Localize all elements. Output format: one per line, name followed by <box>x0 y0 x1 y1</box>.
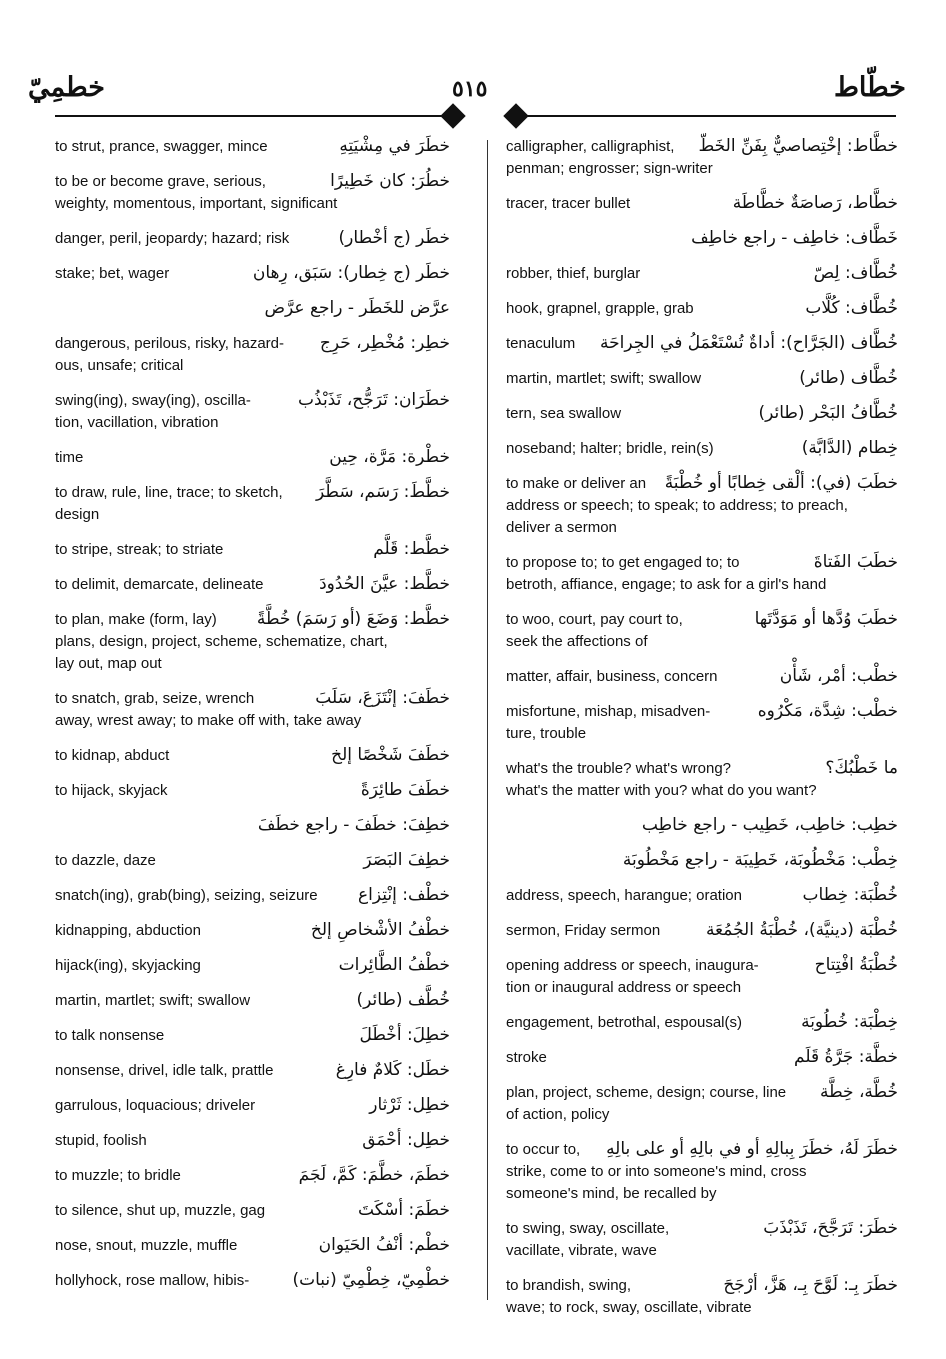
arabic-headword: خطِر: مُخْطِر، حَرِج <box>319 333 450 353</box>
arabic-headword: خطَرَ في مِشْيَتِهِ <box>339 136 450 156</box>
header-rule-right <box>516 115 896 117</box>
arabic-headword: خُطَّاف (طائر) <box>799 368 898 388</box>
arabic-headword: خطِلَ: أخْطَلَ <box>359 1025 450 1045</box>
dictionary-entry <box>55 1130 450 1152</box>
english-definition: martin, martlet; swift; swallow <box>506 370 702 387</box>
dictionary-entry <box>55 990 450 1012</box>
arabic-headword: خطَمَ: أسْكَتَ <box>358 1200 450 1220</box>
english-definition: to brandish, swing, wave; to rock, sway, oscillate, vibrate <box>506 1277 752 1316</box>
english-definition: to silence, shut up, muzzle, gag <box>55 1202 266 1219</box>
english-definition: time <box>55 449 84 466</box>
english-definition: calligrapher, calligraphist, penman; engrosser; sign-writer <box>506 138 713 177</box>
english-definition: tenaculum <box>506 335 576 352</box>
dictionary-entry <box>55 955 450 977</box>
arabic-headword: خطَرَان: تَرَجُّح، تَذَبْذُب <box>298 390 450 410</box>
dictionary-entry <box>506 193 898 215</box>
dictionary-entry <box>506 758 898 802</box>
arabic-headword: خُطَّاف: كُلَّاب <box>805 298 898 318</box>
english-definition: what's the trouble? what's wrong? what's the matter with you? what do you want? <box>506 760 817 799</box>
arabic-headword: خطَرَ: تَرَجَّحَ، تَذَبْذَبَ <box>763 1218 898 1238</box>
english-definition: hijack(ing), skyjacking <box>55 957 201 974</box>
english-definition: to propose to; to get engaged to; to betroth, affiance, engage; to ask for a girl's hand <box>506 554 827 593</box>
english-definition: nose, snout, muzzle, muffle <box>55 1237 238 1254</box>
dictionary-entry <box>55 1270 450 1292</box>
arabic-headword: خطَّاط: إخْتِصاصيٌّ بِفَنِّ الخَطّ <box>698 136 898 156</box>
dictionary-entry <box>506 1275 898 1319</box>
english-definition: danger, peril, jeopardy; hazard; risk <box>55 230 290 247</box>
english-definition: kidnapping, abduction <box>55 922 201 939</box>
dictionary-entry <box>55 228 450 250</box>
dictionary-entry <box>55 136 450 158</box>
dictionary-entry <box>55 333 450 377</box>
arabic-headword: خطَرَ بِـ: لَوَّحَ بِـ، هَزَّ، أرْجَحَ <box>723 1275 898 1295</box>
arabic-headword: خِطْب: مَخْطُوبَة، خَطِيبَة - راجع مَخْطُوبَة <box>622 850 898 870</box>
english-definition: martin, martlet; swift; swallow <box>55 992 251 1009</box>
dictionary-entry <box>55 447 450 469</box>
english-definition: to talk nonsense <box>55 1027 165 1044</box>
arabic-headword: خطِل: ثَرْثار <box>369 1095 450 1115</box>
dictionary-entry <box>55 263 450 285</box>
arabic-headword: خطَبَ (في): ألْقى خِطابًا أو خُطْبَةً <box>664 473 898 493</box>
dictionary-entry <box>506 885 898 907</box>
ornament-diamond-right <box>503 103 528 128</box>
dictionary-entry <box>506 666 898 688</box>
dictionary-entry <box>55 1200 450 1222</box>
english-definition: engagement, betrothal, espousal(s) <box>506 1014 742 1031</box>
english-definition: misfortune, mishap, misadven- ture, trouble <box>506 703 711 742</box>
dictionary-entry <box>506 1218 898 1262</box>
dictionary-entry <box>55 390 450 434</box>
arabic-headword: خطَّط: عيَّنَ الحُدُودَ <box>319 574 450 594</box>
arabic-headword: خُطْبَة: خِطاب <box>802 885 898 905</box>
dictionary-entry <box>506 1082 898 1126</box>
dictionary-entry <box>55 850 450 872</box>
dictionary-entry <box>506 955 898 999</box>
english-definition: tern, sea swallow <box>506 405 622 422</box>
english-definition: robber, thief, burglar <box>506 265 641 282</box>
right-column <box>506 136 898 1319</box>
dictionary-entry <box>55 1025 450 1047</box>
english-definition: to hijack, skyjack <box>55 782 168 799</box>
dictionary-entry <box>506 850 898 872</box>
header-rule-left <box>55 115 450 117</box>
arabic-headword: خطَفَ: إنْتَزَعَ، سَلَبَ <box>315 688 450 708</box>
dictionary-entry <box>506 1139 898 1205</box>
arabic-headword: خطْمِيّ، خِطْمِيّ (نبات) <box>292 1270 450 1290</box>
english-definition: to draw, rule, line, trace; to sketch, design <box>55 484 283 523</box>
arabic-headword: خُطَّة، خِطَّة <box>819 1082 898 1102</box>
english-definition: stake; bet, wager <box>55 265 170 282</box>
dictionary-entry <box>55 482 450 526</box>
arabic-headword: خطَّة: جَرَّةُ قَلَم <box>794 1047 898 1067</box>
english-definition: to woo, court, pay court to, seek the affections of <box>506 611 683 650</box>
arabic-headword: خُطَّف (طائر) <box>356 990 450 1010</box>
dictionary-entry <box>55 171 450 215</box>
dictionary-entry <box>506 298 898 320</box>
english-definition: to snatch, grab, seize, wrench away, wrest away; to make off with, take away <box>55 690 362 729</box>
english-definition: to plan, make (form, lay) plans, design, project, scheme, schematize, chart, lay out, map out <box>55 611 388 672</box>
arabic-headword: خطِب: خاطِب، خَطِيب - راجع خاطِب <box>641 815 898 835</box>
dictionary-entry <box>55 920 450 942</box>
english-definition: dangerous, perilous, risky, hazard- ous, unsafe; critical <box>55 335 284 374</box>
dictionary-entry <box>55 1095 450 1117</box>
english-definition: plan, project, scheme, design; course, line of action, policy <box>506 1084 787 1123</box>
arabic-headword: خطَفَ طائِرَةً <box>360 780 450 800</box>
arabic-headword: خطَرَ لَهُ، خطَرَ بِبالِهِ أو في بالِهِ أو على بالِهِ <box>606 1139 898 1159</box>
arabic-headword: خطَل: كَلامٌ فارِغ <box>335 1060 450 1080</box>
arabic-headword: خُطْبَةُ افْتِتاح <box>814 955 898 975</box>
arabic-headword: خطَّاط، رَصاصَةٌ خطَّاطَة <box>732 193 898 213</box>
arabic-headword: خَطَّاف: خاطِف - راجع خاطِف <box>691 228 898 248</box>
english-definition: nonsense, drivel, idle talk, prattle <box>55 1062 274 1079</box>
arabic-headword: خطْف: إنْتِزاع <box>357 885 450 905</box>
dictionary-entry <box>506 333 898 355</box>
english-definition: to be or become grave, serious, weighty, momentous, important, significant <box>55 173 338 212</box>
english-definition: to dazzle, daze <box>55 852 156 869</box>
arabic-headword: خطَبَ وُدَّها أو مَوَدَّتَها <box>754 609 898 629</box>
arabic-headword: خطْفُ الطَّائِرات <box>338 955 450 975</box>
dictionary-entry <box>55 885 450 907</box>
dictionary-entry <box>55 688 450 732</box>
dictionary-entry <box>55 1165 450 1187</box>
english-definition: noseband; halter; bridle, rein(s) <box>506 440 714 457</box>
english-definition: address, speech, harangue; oration <box>506 887 742 904</box>
arabic-headword: خطَر (ج خِطار): سَبَق، رِهان <box>252 263 450 283</box>
english-definition: tracer, tracer bullet <box>506 195 631 212</box>
dictionary-entry <box>55 780 450 802</box>
arabic-headword: خطْم: أنْفُ الحَيَوان <box>318 1235 450 1255</box>
ornament-diamond-left <box>440 103 465 128</box>
arabic-headword: خطَمَ، خطَّمَ: كَمَّ، لَجَمَ <box>298 1165 450 1185</box>
arabic-headword: خِطْبَة: خُطُوبَة <box>801 1012 898 1032</box>
dictionary-entry <box>506 438 898 460</box>
english-definition: opening address or speech, inaugura- tion or inaugural address or speech <box>506 957 759 996</box>
dictionary-entry <box>506 920 898 942</box>
english-definition: stroke <box>506 1049 547 1066</box>
dictionary-entry <box>506 228 898 250</box>
english-definition: to strut, prance, swagger, mince <box>55 138 268 155</box>
dictionary-entry <box>55 815 450 837</box>
dictionary-entry <box>55 574 450 596</box>
dictionary-entry <box>55 539 450 561</box>
guide-word-left: خطمِيّ <box>28 72 105 103</box>
dictionary-entry <box>506 473 898 539</box>
english-definition: to make or deliver an address or speech; to speak; to address; to preach, deliver a sermon <box>506 475 848 536</box>
arabic-headword: خُطَّافُ البَحْر (طائر) <box>758 403 898 423</box>
dictionary-entry <box>506 263 898 285</box>
dictionary-entry <box>506 368 898 390</box>
dictionary-entry <box>506 815 898 837</box>
arabic-headword: خُطَّاف (الجَرَّاح): أداةٌ تُسْتَعْمَلُ في الجِراحَة <box>600 333 898 353</box>
arabic-headword: خِطام (الدَّابَّة) <box>801 438 898 458</box>
column-divider <box>487 140 488 1300</box>
arabic-headword: خطَر (ج أخْطار) <box>338 228 450 248</box>
dictionary-entry <box>55 1235 450 1257</box>
dictionary-entry <box>506 701 898 745</box>
english-definition: to stripe, streak; to striate <box>55 541 224 558</box>
english-definition: hollyhock, rose mallow, hibis- <box>55 1272 250 1289</box>
english-definition: garrulous, loquacious; driveler <box>55 1097 256 1114</box>
english-definition: to muzzle; to bridle <box>55 1167 181 1184</box>
arabic-headword: ما خَطْبُكَ؟ <box>825 758 898 778</box>
arabic-headword: خطْرة: مَرَّة، حِين <box>329 447 450 467</box>
dictionary-entry <box>506 609 898 653</box>
dictionary-entry <box>506 403 898 425</box>
english-definition: matter, affair, business, concern <box>506 668 718 685</box>
arabic-headword: عرَّض للخَطَر - راجع عرَّض <box>264 298 450 318</box>
english-definition: to kidnap, abduct <box>55 747 170 764</box>
arabic-headword: خطِل: أحْمَق <box>362 1130 450 1150</box>
arabic-headword: خطْب: أمْر، شَأْن <box>779 666 898 686</box>
arabic-headword: خطِفَ البَصَرَ <box>363 850 450 870</box>
arabic-headword: خطْفُ الأشْخاصِ إلخ <box>310 920 450 940</box>
english-definition: snatch(ing), grab(bing), seizing, seizure <box>55 887 318 904</box>
arabic-headword: خطُرَ: كان خَطِيرًا <box>330 171 450 191</box>
dictionary-entry <box>506 136 898 180</box>
english-definition: sermon, Friday sermon <box>506 922 661 939</box>
dictionary-entry <box>55 298 450 320</box>
arabic-headword: خُطْبَة (دينيَّة)، خُطْبَةُ الجُمُعَة <box>705 920 898 940</box>
dictionary-entry <box>506 1012 898 1034</box>
arabic-headword: خطِفَ: خطَفَ - راجع خطَفَ <box>257 815 450 835</box>
english-definition: to swing, sway, oscillate, vacillate, vibrate, wave <box>506 1220 670 1259</box>
arabic-headword: خطَّط: قَلَّم <box>373 539 450 559</box>
arabic-headword: خطَبَ الفَتاةَ <box>813 552 898 572</box>
dictionary-entry <box>506 1047 898 1069</box>
arabic-headword: خُطَّاف: لِصّ <box>813 263 898 283</box>
page-number: ٥١٥ <box>452 76 488 102</box>
dictionary-entry <box>506 552 898 596</box>
arabic-headword: خطَّط: وَضَعَ (أو رَسَمَ) خُطَّةً <box>256 609 450 629</box>
english-definition: swing(ing), sway(ing), oscilla- tion, vacillation, vibration <box>55 392 251 431</box>
english-definition: stupid, foolish <box>55 1132 147 1149</box>
arabic-headword: خطَفَ شَخْصًا إلخ <box>331 745 450 765</box>
dictionary-entry <box>55 609 450 675</box>
english-definition: hook, grapnel, grapple, grab <box>506 300 694 317</box>
guide-word-right: خطّاط <box>833 72 906 103</box>
english-definition: to delimit, demarcate, delineate <box>55 576 264 593</box>
dictionary-entry <box>55 745 450 767</box>
arabic-headword: خطَّطَ: رَسَم، سَطَّرَ <box>316 482 450 502</box>
english-definition: to occur to, strike, come to or into someone's mind, cross someone's mind, be recalled by <box>506 1141 807 1202</box>
arabic-headword: خطْب: شِدَّة، مَكْرُوه <box>757 701 898 721</box>
left-column <box>55 136 450 1292</box>
dictionary-entry <box>55 1060 450 1082</box>
